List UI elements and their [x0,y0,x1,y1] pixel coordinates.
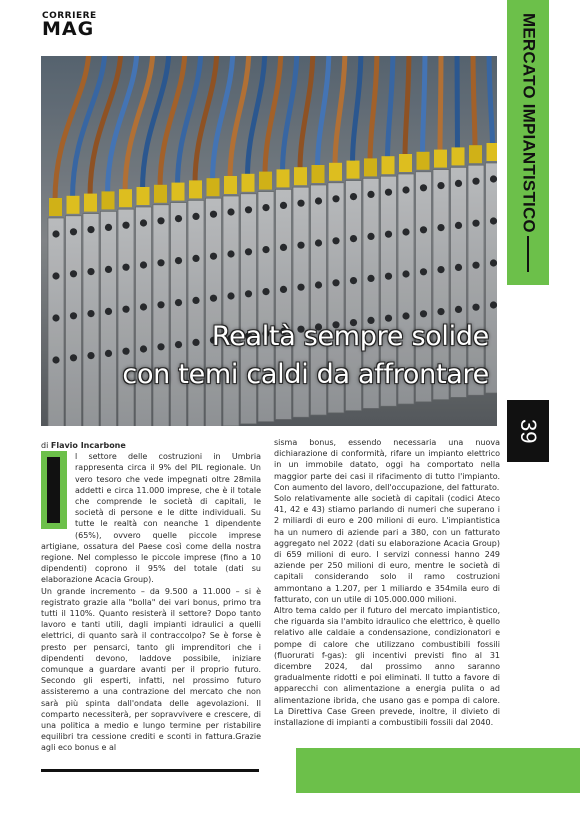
author-name: Flavio Incarbone [50,441,126,450]
paragraph: Un grande incremento – da 9.500 a 11.000 – si è registrato grazie alla "bolla" dei vari bonus, primo tra tutti il 110%. Quanto resisterà il settore? Dopo tanto lavoro e tanti utili, dagli impianti idraulici a quelli elettrici, di quanto sarà il contraccolpo? Se è forse è presto per pensarci, tanto gli imprenditori che i dipendenti devono, laddove possibile, iniziare comunque a guardare avanti per il proprio futuro. Secondo gli esperti, infatti, nel prossimo futuro assisteremo a una contrazione del mercato che non sarà più spinta dall'ondata delle agevolazioni. Il comparto necessiterà, per sopravvivere e crescere, di una politica a medio e lungo termine per ristabilire equilibri tra cessione crediti e sconti in fattura.Grazie agli eco bonus e al [41,586,261,753]
page-number-tab [507,400,549,462]
page-number: 39 [516,418,541,444]
byline [41,440,261,451]
bottom-rule [41,769,259,772]
bottom-color-block [296,748,580,793]
section-title [508,10,548,235]
brand-logo [42,12,97,39]
article-column-right [274,437,500,728]
brand-line-1: CORRIERE [42,11,97,21]
right-column-text [274,437,500,728]
paragraph: sisma bonus, essendo necessaria una nuova dichiarazione di conformità, rifare un impianto elettrico in un immobile datato, oggi ha comportato nella maggior parte dei casi il rifacimento di tutto l'impianto. Con aumento del lavoro, dell'occupazione, del fatturato. [274,438,500,492]
section-title-rule [527,236,529,272]
byline-prefix: di [41,441,49,450]
paragraph: l settore delle costruzioni in Umbria rappresenta circa il 9% del PIL regionale. Un vero tesoro che vede impegnati oltre 28mila addetti e circa 11.000 imprese, che è il totale che comprende le società di capitali, le società di persone e le ditte individuali. Su tutte le realtà con neanche 1 dipendente (65%), ovvero quelle piccole imprese artigiane, ossatura del Paese così come della nostra regione. Nel complesso le piccole imprese (fino a 10 dipendenti) coprono il 95% del totale (dati su elaborazione Acacia Group). [41,452,261,585]
brand-line-2: MAG [42,18,95,40]
drop-cap [41,451,67,529]
paragraph: Altro tema caldo per il futuro del mercato impiantistico, che riguarda sia l'ambito idraulico che elettrico, è quello relativo alle caldaie a condensazione, condizionatori e pompe di calore che utilizzano combustibili fossili (fluorurati f-gas): gli incentivi previsti fino al 31 dicembre 2024, dal prossimo anno saranno gradualmente ridotti e poi eliminati. Il tutto a favore di apparecchi con alimentazione a energia pulita o ad alimentazione ibrida, che usano gas e pompa di calore. La Direttiva Case Green prevede, inoltre, il divieto di installazione di impianti a combustibili fossili dal 2040. [274,606,500,728]
paragraph: Solo relativamente alle società di capitali (codici Ateco 41, 42 e 43) stiamo parlando di numeri che superano i 2 miliardi di euro e 200 milioni di euro. L'impiantistica ha un numero di aziende pari a 380, con un fatturato aggregato nel 2022 (dati su elaborazione Acacia Group) di 659 milioni di euro. I servizi connessi hanno 249 aziende per 250 milioni di euro, mentre le società di capitali considerando solo il ramo costruzioni ammontano a 1.207, per 1 miliardo e 354mila euro di fatturato, con un utile di 105.000.000 milioni. [274,494,500,604]
headline-line-2: con temi caldi da affrontare [122,359,489,390]
section-title-text: MERCATO IMPIANTISTICO [519,12,538,233]
article-column-left [41,440,261,754]
headline-line-1: Realtà sempre solide [211,321,489,352]
article-headline [51,318,489,394]
drop-cap-letter [47,457,60,523]
left-column-text [41,451,261,753]
hero-photo [41,56,497,426]
